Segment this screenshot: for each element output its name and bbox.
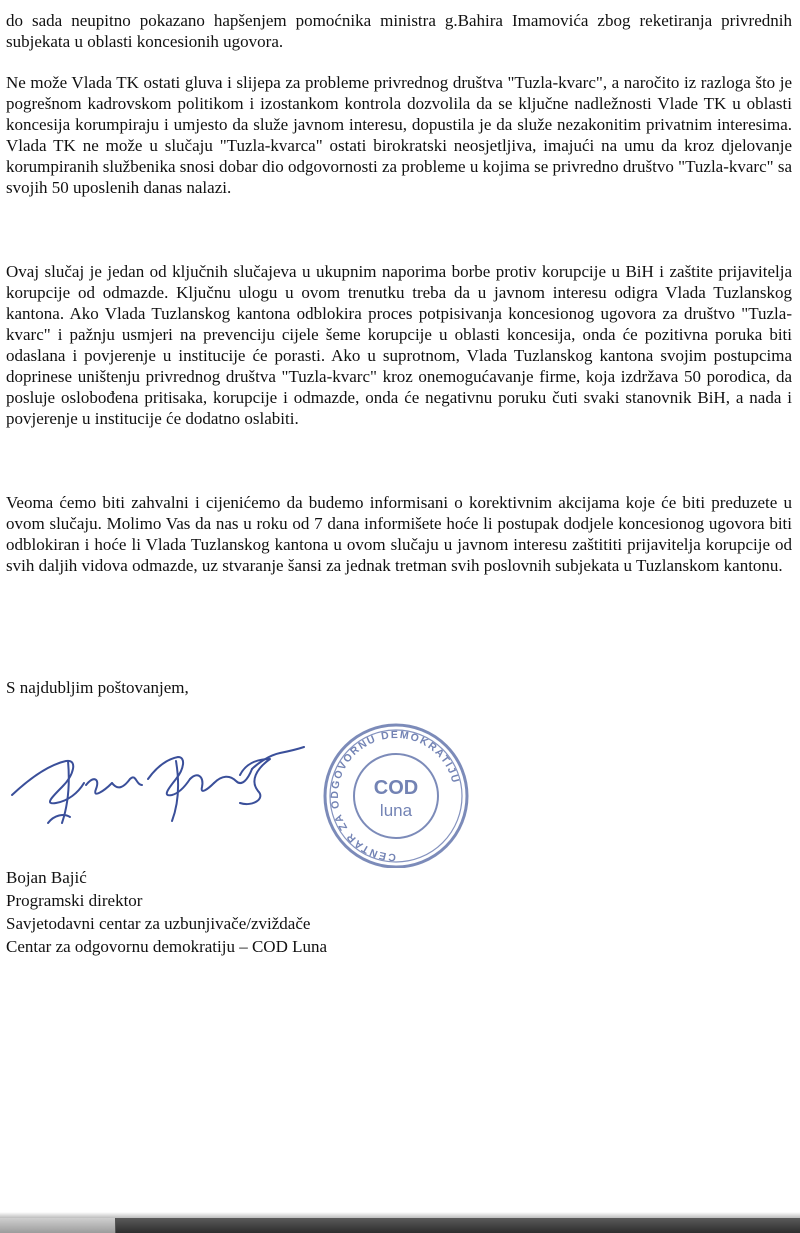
signatory-block (6, 866, 327, 958)
letter-paragraph (6, 492, 792, 576)
paragraph-text: Veoma ćemo biti zahvalni i cijenićemo da budemo informisani o korektivnim akcijama koje će biti preduzete u ovom slučaju. Molimo Vas da nas u roku od 7 dana informišete hoće li postupak dodjele koncesionog ugovora biti odblokiran i hoće li Vlada Tuzlanskog kantona u ovom slučaju u javnom interesu zaštititi prijavitelja korupcije od svih daljih vidova odmazde, uz stvaranje šansi za jednak tretman svih poslovnih subjekata u Tuzlanskom kantonu. (6, 493, 792, 575)
signatory-organisation: Savjetodavni centar za uzbunjivače/zviždače (6, 914, 311, 933)
letter-paragraph (6, 261, 792, 429)
signatory-organisation: Centar za odgovornu demokratiju – COD Luna (6, 937, 328, 956)
handwritten-signature (8, 735, 308, 830)
horizontal-scrollbar[interactable] (0, 1218, 800, 1233)
paragraph-text: Ovaj slučaj je jedan od ključnih slučajeva u ukupnim naporima borbe protiv korupcije u BiH i zaštite prijavitelja korupcije od odmazde. Ključnu ulogu u ovom trenutku treba da u javnom interesu odigra Vlada Tuzlanskog kantona. Ako Vlada Tuzlanskog kantona odblokira proces potpisivanja koncesionog ugovora za društvo "Tuzla-kvarc" i pažnju usmjeri na prevenciju cijele šeme korupcije u oblasti koncesija, onda će pozitivna poruka biti odaslana i povjerenje u institucije će porasti. Ako u suprotnom, Vlada Tuzlanskog kantona svojim postupcima doprinese uništenju privrednog društva "Tuzla-kvarc" kroz onemogućavanje firme, koja izdržava 50 porodica, da posluje oslobođena pritisaka, korupcije i odmazde, onda će negativnu poruku čuti svaki stanovnik BiH, a nada i povjerenje u institucije će dodatno oslabiti. (6, 262, 792, 428)
scrollbar-thumb[interactable] (0, 1218, 116, 1233)
stamp-center-subtext: luna (379, 801, 413, 820)
paragraph-text: do sada neupitno pokazano hapšenjem pomoćnika ministra g.Bahira Imamovića zbog reketiranja privrednih subjekata u oblasti koncesionih ugovora. (6, 11, 792, 51)
paragraph-text: Ne može Vlada TK ostati gluva i slijepa za probleme privrednog društva "Tuzla-kvarc", a naročito iz razloga što je pogrešnom kadrovskom politikom i izostankom kontrola dozvolila da se ključne nadležnosti Vlade TK u oblasti koncesija korumpiraju i umjesto da služe javnom interesu, dopustila je da služe nezakonitim privatnim interesima. Vlada TK ne može u slučaju "Tuzla-kvarca" ostati birokratski neosjetljiva, imajući na umu da kroz djelovanje korumpiranih službenika snosi dobar dio odgovornosti za probleme u kojima se privredno društvo "Tuzla-kvarc" sa svojih 50 uposlenih danas nalazi. (6, 73, 792, 197)
stamp-center-text: COD (373, 777, 419, 799)
organisation-stamp (312, 720, 480, 868)
stamp-ring-text: CENTAR ZA ODGOVORNU DEMOKRATIJU (328, 728, 462, 864)
letter-paragraph (6, 10, 792, 52)
letter-paragraph (6, 72, 792, 198)
signatory-title: Programski direktor (6, 891, 143, 910)
signatory-name: Bojan Bajić (6, 868, 87, 887)
closing-salutation: S najdubljim poštovanjem, (6, 678, 189, 697)
